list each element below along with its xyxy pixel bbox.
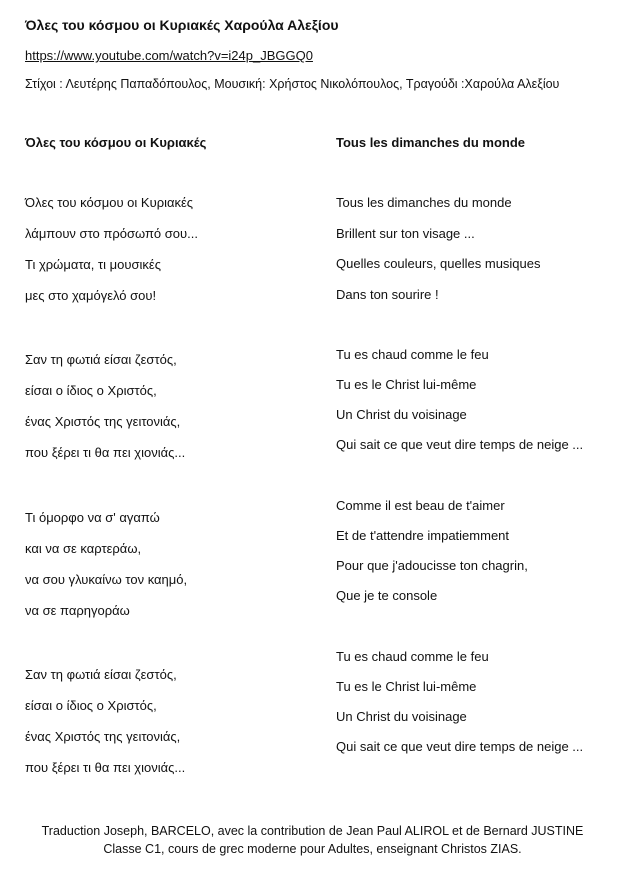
lyric-line: Un Christ du voisinage [336, 709, 467, 724]
lyric-line: Pour que j'adoucisse ton chagrin, [336, 558, 528, 573]
lyric-line: που ξέρει τι θα πει χιονιάς... [25, 445, 186, 460]
lyric-line: Τι χρώματα, τι μουσικές [25, 257, 161, 272]
lyric-line: Σαν τη φωτιά είσαι ζεστός, [25, 352, 177, 367]
lyric-line: Qui sait ce que veut dire temps de neige ... [336, 437, 584, 452]
footer-line-translators: Traduction Joseph, BARCELO, avec la contribution de Jean Paul ALIROL et de Bernard JUSTINE [41, 824, 584, 838]
document-title: Όλες του κόσμου οι Κυριακές Χαρούλα Αλεξίου [25, 17, 339, 33]
lyric-line: είσαι ο ίδιος ο Χριστός, [25, 698, 157, 713]
lyric-line: Qui sait ce que veut dire temps de neige ... [336, 739, 584, 754]
lyric-line: Comme il est beau de t'aimer [336, 498, 505, 513]
lyric-line: ένας Χριστός της γειτονιάς, [25, 729, 181, 744]
youtube-link[interactable]: https://www.youtube.com/watch?v=i24p_JBGGQ0 [25, 48, 313, 63]
french-heading: Tous les dimanches du monde [336, 135, 526, 150]
lyric-line: να σε παρηγοράω [25, 603, 130, 618]
lyric-line: είσαι ο ίδιος ο Χριστός, [25, 383, 157, 398]
lyric-line: Όλες του κόσμου οι Κυριακές [25, 195, 194, 210]
lyric-line: Tu es le Christ lui-même [336, 377, 477, 392]
lyric-line: Un Christ du voisinage [336, 407, 467, 422]
lyric-line: που ξέρει τι θα πει χιονιάς... [25, 760, 186, 775]
lyric-line: Tu es chaud comme le feu [336, 649, 489, 664]
lyric-line: Σαν τη φωτιά είσαι ζεστός, [25, 667, 177, 682]
lyric-line: Tu es le Christ lui-même [336, 679, 477, 694]
lyric-line: Tous les dimanches du monde [336, 195, 512, 210]
lyric-line: Τι όμορφο να σ' αγαπώ [25, 510, 160, 525]
credits-line: Στίχοι : Λευτέρης Παπαδόπουλος, Μουσική: Χρήστος Νικολόπουλος, Τραγούδι :Χαρούλα Αλεξίου [25, 77, 560, 91]
lyric-line: Dans ton sourire ! [336, 287, 439, 302]
translation-footer [0, 822, 625, 858]
lyric-line: λάμπουν στο πρόσωπό σου... [25, 226, 198, 241]
lyric-line: να σου γλυκαίνω τον καημό, [25, 572, 188, 587]
greek-heading: Όλες του κόσμου οι Κυριακές [25, 135, 207, 150]
lyric-line: μες στο χαμόγελό σου! [25, 288, 157, 303]
lyric-line: Que je te console [336, 588, 438, 603]
lyric-line: Tu es chaud comme le feu [336, 347, 489, 362]
lyric-line: Quelles couleurs, quelles musiques [336, 256, 541, 271]
footer-line-class: Classe C1, cours de grec moderne pour Adultes, enseignant Christos ZIAS. [103, 842, 522, 856]
lyric-line: ένας Χριστός της γειτονιάς, [25, 414, 181, 429]
lyric-line: Et de t'attendre impatiemment [336, 528, 510, 543]
lyric-line: και να σε καρτεράω, [25, 541, 142, 556]
lyric-line: Brillent sur ton visage ... [336, 226, 475, 241]
